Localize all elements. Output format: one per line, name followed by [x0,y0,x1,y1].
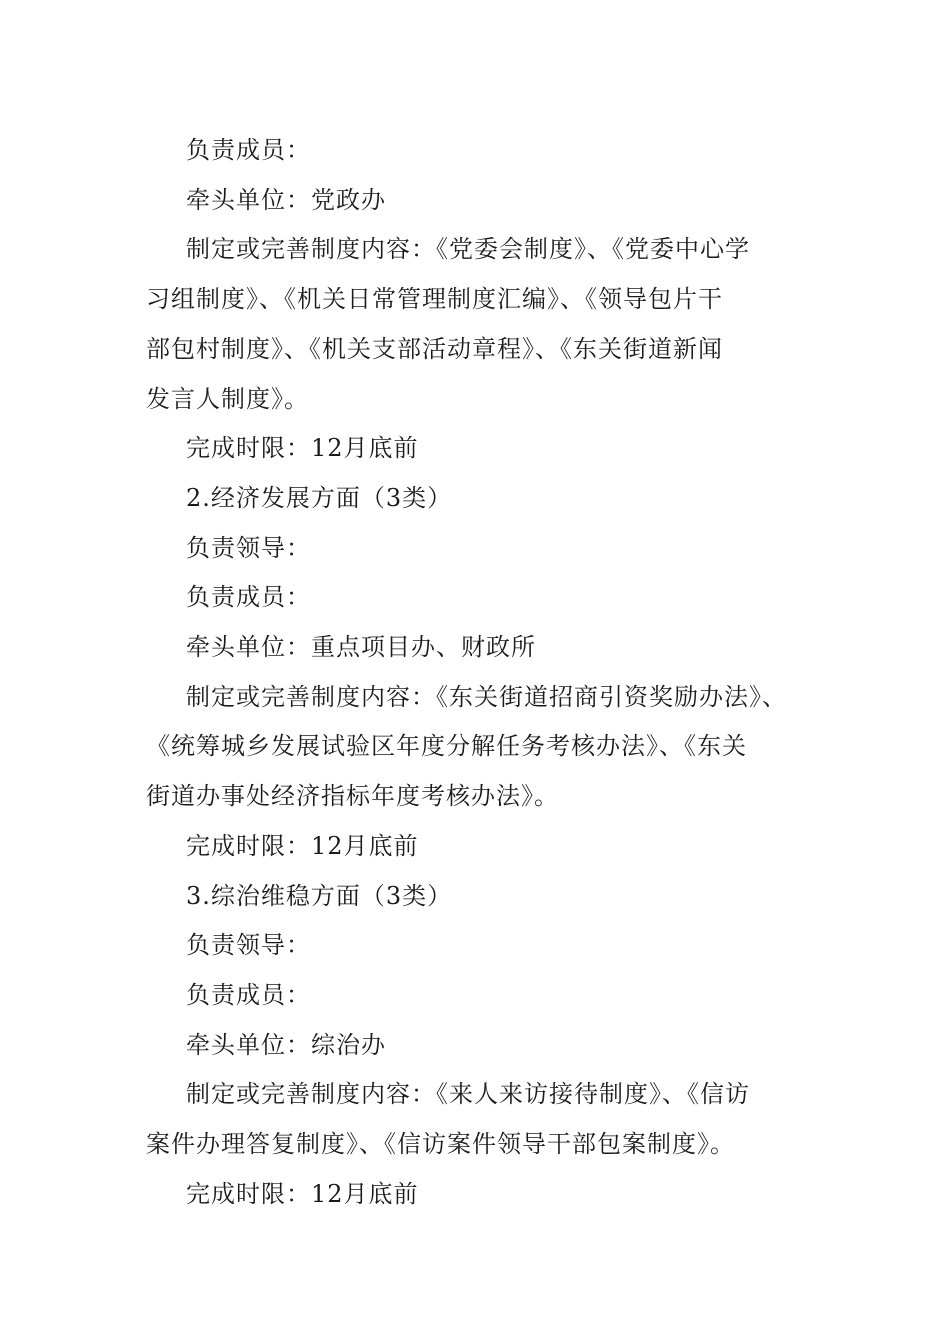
paragraph-line: 制定或完善制度内容：《东关街道招商引资奖励办法》、 [186,682,787,711]
section-heading: 2.经济发展方面（3类） [186,483,453,512]
paragraph-line: 牵头单位：重点项目办、财政所 [186,633,536,662]
paragraph-line: 习组制度》、《机关日常管理制度汇编》、《领导包片干 [146,285,723,314]
paragraph-line: 街道办事处经济指标年度考核办法》。 [146,782,559,811]
paragraph-line: 《统筹城乡发展试验区年度分解任务考核办法》、《东关 [146,732,747,761]
paragraph-line: 发言人制度》。 [146,384,309,413]
paragraph-line: 负责成员： [186,136,311,164]
section-heading: 3.综治维稳方面（3类） [186,881,453,910]
paragraph-line: 负责成员： [186,980,311,1009]
paragraph-line: 牵头单位：综治办 [186,1030,386,1059]
paragraph-line: 负责领导： [186,533,311,562]
paragraph-line: 部包村制度》、《机关支部活动章程》、《东关街道新闻 [146,334,723,363]
paragraph-line: 案件办理答复制度》、《信访案件领导干部包案制度》。 [146,1130,735,1159]
paragraph-line: 牵头单位：党政办 [186,185,386,214]
paragraph-line: 制定或完善制度内容：《党委会制度》、《党委中心学 [186,235,750,264]
paragraph-line: 完成时限：12月底前 [186,831,419,860]
paragraph-line: 完成时限：12月底前 [186,434,419,463]
paragraph-line: 完成时限：12月底前 [186,1179,419,1208]
paragraph-line: 制定或完善制度内容：《来人来访接待制度》、《信访 [186,1080,750,1109]
paragraph-line: 负责成员： [186,583,311,612]
document-body [146,126,810,1219]
paragraph-line: 负责领导： [186,931,311,960]
